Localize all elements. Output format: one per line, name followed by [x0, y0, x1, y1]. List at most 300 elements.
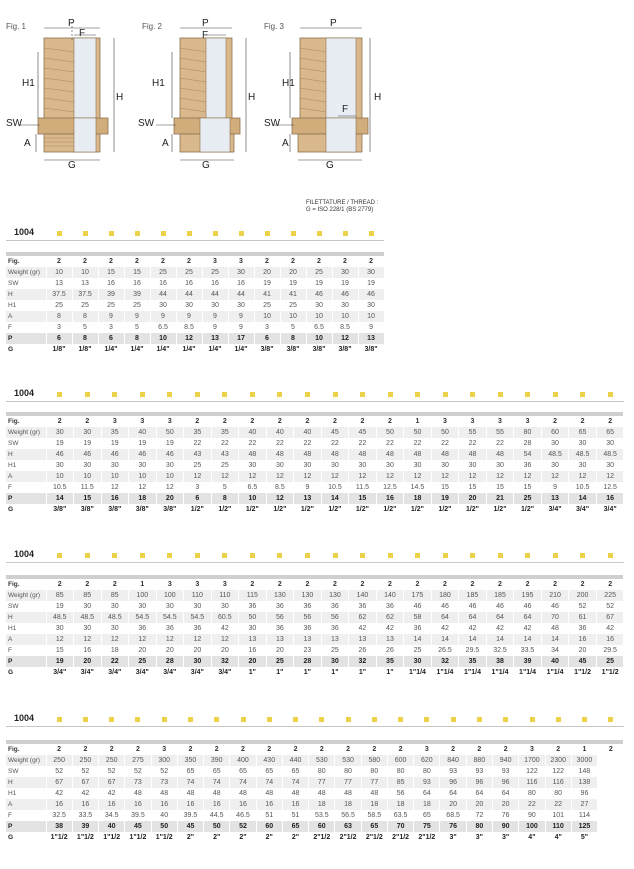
- table-cell: 16: [46, 799, 72, 810]
- column-marker: [239, 231, 244, 236]
- table-cell: 5: [211, 482, 239, 493]
- table-cell: 12: [211, 634, 239, 645]
- table-cell: 8: [72, 311, 98, 322]
- table-cell: 2: [211, 416, 239, 427]
- table-cell: 2: [459, 579, 487, 590]
- table-cell: 1"1/2: [99, 832, 125, 843]
- table-cell: 9: [202, 311, 228, 322]
- table-cell: 22: [545, 799, 571, 810]
- table-row: [6, 256, 384, 267]
- spec-table-4: [6, 740, 624, 843]
- table-cell: 2: [294, 579, 322, 590]
- table-cell: 30: [266, 460, 294, 471]
- table-cell: 25: [254, 300, 280, 311]
- table-cell: 1"1/2: [596, 667, 624, 678]
- table-row: [6, 427, 624, 438]
- table-cell: 65: [282, 766, 308, 777]
- table-cell: 12.5: [596, 482, 624, 493]
- table-cell: 90: [519, 810, 545, 821]
- table-cell: 13: [46, 278, 72, 289]
- table-cell: 20: [156, 645, 184, 656]
- fig-1-label: Fig. 1: [6, 22, 27, 31]
- table-cell: 40: [239, 427, 267, 438]
- table-cell: 58: [404, 612, 432, 623]
- table-cell: 16: [151, 799, 177, 810]
- fig-3-label: Fig. 3: [264, 22, 285, 31]
- table-cell: 20: [74, 656, 102, 667]
- table-cell: 138: [571, 777, 597, 788]
- table-cell: 8: [280, 333, 306, 344]
- table-cell: 20: [156, 493, 184, 504]
- table-cell: 2: [493, 744, 519, 755]
- table-cell: 210: [541, 590, 569, 601]
- table-cell: 48: [404, 449, 432, 460]
- table-cell: 15: [349, 493, 377, 504]
- table-cell: 36: [266, 601, 294, 612]
- table-cell: 22: [486, 438, 514, 449]
- table-cell: 36: [294, 623, 322, 634]
- table-cell: 64: [431, 612, 459, 623]
- column-marker: [415, 553, 420, 558]
- table-cell: 56: [387, 788, 413, 799]
- table-cell: 25: [184, 460, 212, 471]
- table-cell: 64: [486, 612, 514, 623]
- table-cell: 11.5: [74, 482, 102, 493]
- column-marker: [83, 231, 88, 236]
- table-cell: 12: [349, 471, 377, 482]
- table-cell: 9: [202, 322, 228, 333]
- table-cell: 2: [569, 579, 597, 590]
- table-cell: 2: [569, 416, 597, 427]
- table-cell: 3: [519, 744, 545, 755]
- row-label: H1: [6, 623, 46, 634]
- row-label: Fig.: [6, 744, 46, 755]
- table-cell: 19: [431, 493, 459, 504]
- row-label: Weight (gr): [6, 427, 46, 438]
- table-cell: 6.5: [306, 322, 332, 333]
- table-cell: 22: [101, 656, 129, 667]
- column-marker: [398, 717, 403, 722]
- table-cell: 2: [254, 256, 280, 267]
- table-cell: 3/4": [156, 667, 184, 678]
- row-label: G: [6, 344, 46, 355]
- column-marker: [195, 392, 200, 397]
- table-cell: 22: [321, 438, 349, 449]
- row-label: SW: [6, 766, 46, 777]
- table-cell: 10: [72, 267, 98, 278]
- table-cell: 37.5: [46, 289, 72, 300]
- table-cell: 30: [459, 460, 487, 471]
- column-marker: [580, 392, 585, 397]
- spec-table-2: [6, 412, 624, 515]
- table-cell: 3: [211, 579, 239, 590]
- row-label: Fig.: [6, 416, 46, 427]
- table-cell: 16: [124, 278, 150, 289]
- table-cell: 130: [266, 590, 294, 601]
- column-marker: [57, 231, 62, 236]
- table-cell: 30: [176, 300, 202, 311]
- table-cell: 96: [440, 777, 466, 788]
- table-cell: 48: [349, 449, 377, 460]
- table-cell: 36: [569, 623, 597, 634]
- table-cell: 10: [46, 267, 72, 278]
- table-cell: 65: [414, 810, 440, 821]
- table-cell: 32: [431, 656, 459, 667]
- table-cell: 15: [124, 267, 150, 278]
- table-cell: 16: [99, 799, 125, 810]
- table-cell: 45: [569, 656, 597, 667]
- table-row: [6, 755, 624, 766]
- table-cell: 9: [228, 322, 254, 333]
- table-cell: 1/4": [150, 344, 176, 355]
- table-row: [6, 645, 624, 656]
- table-cell: 48.5: [46, 612, 74, 623]
- column-marker: [109, 231, 114, 236]
- table-cell: 3: [46, 322, 72, 333]
- table-cell: 30: [596, 460, 624, 471]
- table-cell: 26: [376, 645, 404, 656]
- table-cell: 48: [256, 788, 282, 799]
- table-cell: 36: [294, 601, 322, 612]
- row-label: P: [6, 656, 46, 667]
- column-marker: [267, 717, 272, 722]
- table-cell: 8: [124, 333, 150, 344]
- table-cell: 3/4": [211, 667, 239, 678]
- column-marker: [369, 231, 374, 236]
- table-cell: 30: [46, 460, 74, 471]
- table-cell: 3/4": [46, 667, 74, 678]
- column-marker: [319, 717, 324, 722]
- table-cell: 250: [72, 755, 98, 766]
- table-cell: 13: [541, 493, 569, 504]
- table-cell: 1/2": [376, 504, 404, 515]
- table-code: 1004: [14, 549, 35, 559]
- column-marker: [222, 553, 227, 558]
- column-marker: [424, 717, 429, 722]
- table-cell: 48.5: [101, 612, 129, 623]
- table-cell: 19: [129, 438, 157, 449]
- table-cell: 840: [440, 755, 466, 766]
- table-cell: 40: [541, 656, 569, 667]
- table-cell: 2: [177, 744, 203, 755]
- table-cell: 3: [129, 416, 157, 427]
- table-row: [6, 832, 624, 843]
- table-cell: 41: [280, 289, 306, 300]
- column-marker: [317, 231, 322, 236]
- table-cell: 2: [266, 416, 294, 427]
- table-cell: 33.5: [72, 810, 98, 821]
- table-cell: 45: [125, 821, 151, 832]
- table-cell: 50: [156, 427, 184, 438]
- table-cell: 3": [466, 832, 492, 843]
- table-cell: 51: [256, 810, 282, 821]
- table-row: [6, 744, 624, 755]
- column-marker: [213, 231, 218, 236]
- table-cell: 3: [486, 416, 514, 427]
- table-cell: 12: [156, 482, 184, 493]
- table-cell: 85: [46, 590, 74, 601]
- table-cell: 80: [519, 788, 545, 799]
- table-cell: 16: [230, 799, 256, 810]
- table-cell: 40: [294, 427, 322, 438]
- table-cell: 3/8": [101, 504, 129, 515]
- table-cell: 11.5: [349, 482, 377, 493]
- table-cell: 6: [98, 333, 124, 344]
- fig-1-dim-h1: H1: [22, 78, 35, 89]
- table-cell: 3: [151, 744, 177, 755]
- column-marker: [83, 717, 88, 722]
- table-cell: 12: [514, 471, 542, 482]
- table-cell: 1"1/4: [541, 667, 569, 678]
- table-cell: 44: [176, 289, 202, 300]
- table-cell: 52: [125, 766, 151, 777]
- table-cell: 20: [569, 645, 597, 656]
- table-cell: 38: [46, 821, 72, 832]
- table-cell: 65: [569, 427, 597, 438]
- table-cell: 30: [404, 656, 432, 667]
- fig-1-dim-g: G: [68, 160, 76, 171]
- column-marker: [222, 392, 227, 397]
- table-cell: 2: [239, 579, 267, 590]
- table-cell: 19: [74, 438, 102, 449]
- column-marker: [109, 717, 114, 722]
- table-cell: 1/4": [228, 344, 254, 355]
- column-marker: [360, 553, 365, 558]
- row-label: H: [6, 449, 46, 460]
- table-cell: 55: [459, 427, 487, 438]
- table-cell: 10: [129, 471, 157, 482]
- table-cell: 67: [596, 612, 624, 623]
- table-cell: 14: [569, 493, 597, 504]
- table-cell: 80: [387, 766, 413, 777]
- table-cell: 14: [541, 634, 569, 645]
- table-cell: 1/2": [211, 504, 239, 515]
- table-cell: 1"1/4: [514, 667, 542, 678]
- table-cell: 12: [129, 482, 157, 493]
- table-cell: 30: [376, 460, 404, 471]
- table-cell: 14: [459, 634, 487, 645]
- table-cell: 16: [202, 278, 228, 289]
- table-cell: 20: [466, 799, 492, 810]
- table-cell: 65: [177, 766, 203, 777]
- table-cell: 12: [156, 634, 184, 645]
- column-marker: [167, 392, 172, 397]
- table-cell: 26: [349, 645, 377, 656]
- column-marker: [167, 553, 172, 558]
- column-marker: [265, 231, 270, 236]
- row-label: F: [6, 810, 46, 821]
- table-cell: 4": [519, 832, 545, 843]
- row-label: SW: [6, 278, 46, 289]
- table-cell: 42: [211, 623, 239, 634]
- table-cell: 12: [239, 471, 267, 482]
- table-cell: 16: [101, 493, 129, 504]
- table-cell: 1: [129, 579, 157, 590]
- table-cell: 8.5: [176, 322, 202, 333]
- table-cell: 110: [184, 590, 212, 601]
- table-cell: 10: [239, 493, 267, 504]
- column-marker: [57, 392, 62, 397]
- table-cell: 2": [204, 832, 230, 843]
- table-cell: 22: [266, 438, 294, 449]
- table-cell: 28: [514, 438, 542, 449]
- table-cell: 10: [306, 311, 332, 322]
- column-marker: [277, 553, 282, 558]
- table-cell: 60: [541, 427, 569, 438]
- table-cell: 3: [254, 322, 280, 333]
- table-cell: 30: [74, 427, 102, 438]
- table-cell: 52: [569, 601, 597, 612]
- table-cell: 48: [309, 788, 335, 799]
- table-cell: 3/4": [596, 504, 624, 515]
- table-cell: 16: [596, 493, 624, 504]
- table-cell: 3: [156, 416, 184, 427]
- table-cell: 14: [404, 634, 432, 645]
- table-cell: 8: [72, 333, 98, 344]
- table-cell: 3/4": [74, 667, 102, 678]
- table-cell: 30: [404, 460, 432, 471]
- table-cell: 64: [414, 788, 440, 799]
- table-cell: 3: [228, 256, 254, 267]
- table-cell: 2: [230, 744, 256, 755]
- fig-3-dim-h1: H1: [282, 78, 295, 89]
- table-cell: 100: [156, 590, 184, 601]
- table-cell: 50: [151, 821, 177, 832]
- table-cell: 48: [230, 788, 256, 799]
- table-cell: 3: [156, 579, 184, 590]
- table-row: [6, 601, 624, 612]
- column-marker: [470, 553, 475, 558]
- table-cell: 42: [596, 623, 624, 634]
- table-cell: 5: [72, 322, 98, 333]
- table-cell: 620: [414, 755, 440, 766]
- table-cell: 30: [74, 623, 102, 634]
- table-cell: 12.5: [376, 482, 404, 493]
- table-cell: 9: [98, 311, 124, 322]
- table-cell: 12: [376, 471, 404, 482]
- fig-3-dim-g: G: [326, 160, 334, 171]
- table-cell: 30: [228, 267, 254, 278]
- fig-3-dim-h: H: [374, 92, 382, 103]
- table-row: [6, 438, 624, 449]
- table-cell: 185: [459, 590, 487, 601]
- table-cell: 48: [204, 788, 230, 799]
- row-label: H: [6, 777, 46, 788]
- table-cell: 15: [514, 482, 542, 493]
- table-cell: 6: [46, 333, 72, 344]
- column-marker: [498, 553, 503, 558]
- table-cell: 33.5: [514, 645, 542, 656]
- table-cell: 2: [598, 744, 624, 755]
- table-cell: 25: [98, 300, 124, 311]
- table-cell: 1/4": [202, 344, 228, 355]
- table-cell: 1"1/2: [72, 832, 98, 843]
- table-cell: 22: [294, 438, 322, 449]
- table-cell: 20: [280, 267, 306, 278]
- table-cell: 30: [332, 300, 358, 311]
- table-cell: 19: [46, 601, 74, 612]
- table-cell: 2: [46, 579, 74, 590]
- table-cell: 2: [376, 416, 404, 427]
- table-cell: 2: [349, 416, 377, 427]
- table-cell: 18: [101, 645, 129, 656]
- table-cell: 6: [184, 493, 212, 504]
- table-cell: 250: [46, 755, 72, 766]
- table-cell: 5": [571, 832, 597, 843]
- table-cell: 130: [321, 590, 349, 601]
- table-cell: 1/4": [176, 344, 202, 355]
- table-cell: 96: [571, 788, 597, 799]
- table-cell: 22: [459, 438, 487, 449]
- table-cell: 2: [72, 744, 98, 755]
- table-row: [6, 493, 624, 504]
- table-row: [6, 821, 624, 832]
- table-cell: 40: [266, 427, 294, 438]
- column-marker: [250, 553, 255, 558]
- table-cell: 30: [184, 601, 212, 612]
- table-cell: 27: [571, 799, 597, 810]
- column-marker: [470, 392, 475, 397]
- table-cell: 2: [101, 579, 129, 590]
- table-cell: 30: [431, 460, 459, 471]
- table-cell: 48: [151, 788, 177, 799]
- column-marker: [608, 392, 613, 397]
- table-cell: 30: [74, 460, 102, 471]
- table-row: [6, 311, 384, 322]
- table-cell: 9: [150, 311, 176, 322]
- table-cell: 46: [459, 601, 487, 612]
- table-cell: 1/2": [294, 504, 322, 515]
- table-cell: 19: [254, 278, 280, 289]
- table-cell: 18: [404, 493, 432, 504]
- table-cell: 65: [204, 766, 230, 777]
- table-cell: 39: [124, 289, 150, 300]
- column-marker: [112, 392, 117, 397]
- table-cell: 2: [72, 256, 98, 267]
- table-cell: 580: [361, 755, 387, 766]
- table-cell: 30: [101, 623, 129, 634]
- table-cell: 65: [282, 821, 308, 832]
- table-cell: 25: [176, 267, 202, 278]
- table-cell: 48: [177, 788, 203, 799]
- table-cell: 44.5: [204, 810, 230, 821]
- table-cell: 2: [596, 579, 624, 590]
- table-cell: 46: [74, 449, 102, 460]
- table-cell: 48: [376, 449, 404, 460]
- table-cell: 30: [228, 300, 254, 311]
- table-cell: 2: [239, 416, 267, 427]
- spec-table-3: [6, 575, 624, 678]
- table-cell: 3: [202, 256, 228, 267]
- table-cell: 2: [124, 256, 150, 267]
- table-cell: 48: [266, 449, 294, 460]
- table-cell: 3": [440, 832, 466, 843]
- row-label: H: [6, 612, 46, 623]
- column-marker: [195, 553, 200, 558]
- table-cell: 1"1/4: [459, 667, 487, 678]
- table-cell: 2: [431, 579, 459, 590]
- table-cell: 19: [332, 278, 358, 289]
- table-cell: 2: [74, 416, 102, 427]
- table-cell: 225: [596, 590, 624, 601]
- table-cell: 93: [414, 777, 440, 788]
- table-cell: 80: [361, 766, 387, 777]
- fig-2-dim-p: P: [202, 18, 209, 29]
- table-4-header: [6, 710, 624, 727]
- table-cell: 148: [571, 766, 597, 777]
- table-cell: 200: [569, 590, 597, 601]
- table-row: [6, 416, 624, 427]
